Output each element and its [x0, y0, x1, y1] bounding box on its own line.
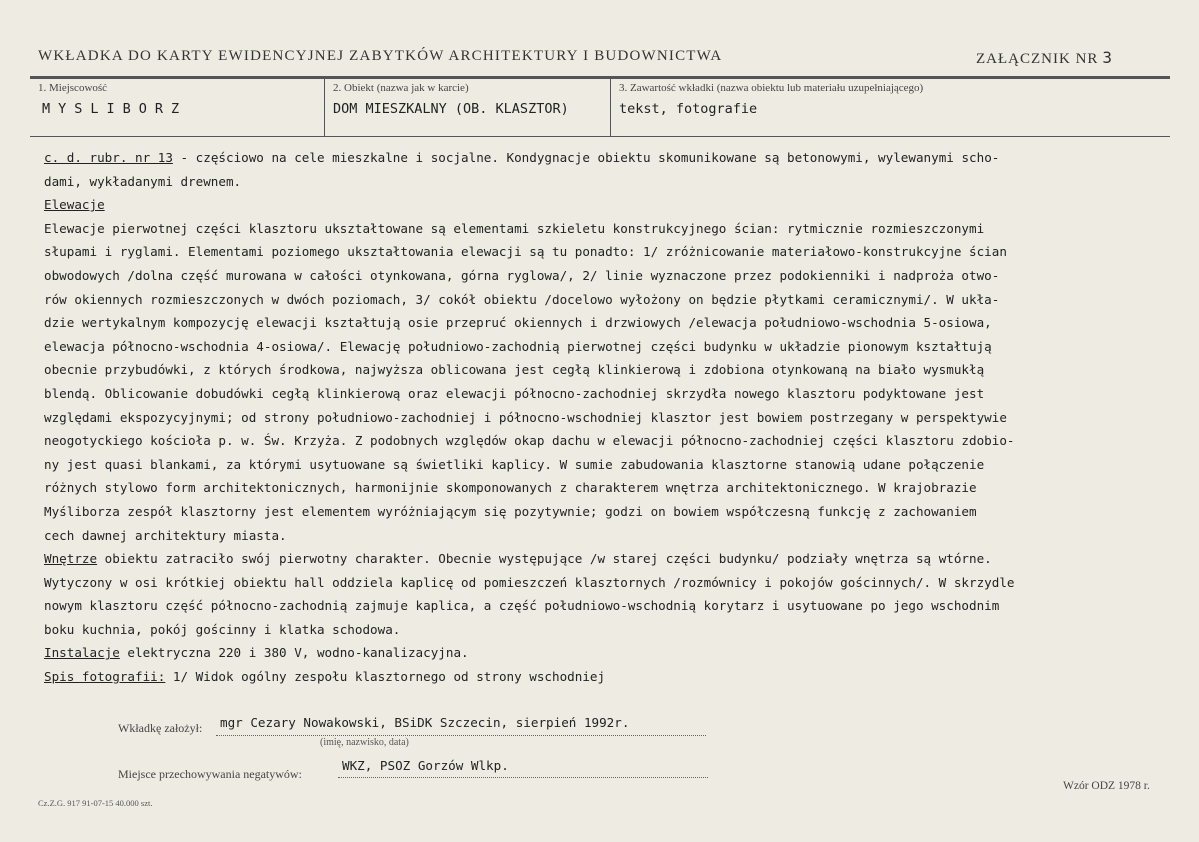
field-object-label: 2. Obiekt (nazwa jak w karcie)	[333, 82, 469, 94]
text-line	[44, 665, 1194, 689]
field-locality-label: 1. Miejscowość	[38, 82, 108, 94]
printing-note: Cz.Z.G. 917 91-07-15 40.000 szt.	[38, 798, 153, 808]
text-line: Myśliborza zespół klasztorny jest elementem wyróżniającym się pozytywnie; godzi on bowiem współczesną funkcję z zachowaniem	[44, 503, 977, 519]
text-line: elewacja północno-wschodnia 4-osiowa/. Elewację południowo-zachodnią pierwotnej części budynku w układzie pionowym kształtują	[44, 338, 992, 354]
field-contents-label: 3. Zawartość wkładki (nazwa obiektu lub materiału uzupełniającego)	[619, 82, 924, 94]
text-line: blendą. Oblicowanie dobudówki cegłą klinkierową oraz elewacji północno-zachodniej skrzydła nowego klasztoru podyktowane jest	[44, 385, 985, 401]
text-line: Wytyczony w osi krótkiej obiektu hall oddziela kaplicę od pomieszczeń klasztornych /rozmównicy i pokojów gościnnych/. W skrzydle	[44, 574, 1015, 590]
author-value: mgr Cezary Nowakowski, BSiDK Szczecin, sierpień 1992r.	[220, 715, 630, 730]
annex-label	[976, 48, 1113, 68]
text-line: obwodowych /dolna część murowana w całości otynkowana, górna ryglowa/, 2/ linie wyznaczone przez podokienniki i nadproża otwo-	[44, 267, 1000, 283]
text-line: Elewacje pierwotnej części klasztoru ukształtowane są elementami szkieletu konstrukcyjnego ścian: rytmicznie rozmieszczonymi	[44, 220, 985, 236]
negatives-dotted-line	[338, 776, 708, 778]
annex-label-text: ZAŁĄCZNIK NR	[976, 51, 1099, 67]
text-line: dzie wertykalnym kompozycję elewacji kształtują osie przepruć okiennych i drzwiowych /elewacja południowo-wschodnia 5-osiowa,	[44, 315, 992, 331]
section-heading-installations: Instalacje	[44, 645, 120, 661]
field-locality-value: MYSLIBORZ	[42, 101, 188, 117]
field-contents-value: tekst, fotografie	[619, 101, 758, 117]
section-heading-interior: Wnętrze	[44, 551, 98, 567]
annex-number: 3	[1102, 48, 1114, 67]
text-line: cech dawnej architektury miasta.	[44, 527, 287, 543]
text-line: boku kuchnia, pokój gościnny i klatka schodowa.	[44, 621, 401, 637]
text-line	[44, 641, 1194, 665]
text-line-content: obiektu zatraciło swój pierwotny charakter. Obecnie występujące /w starej części budynku/ podziały wnętrza są wtórne.	[97, 551, 992, 567]
text-line-content: 1/ Widok ogólny zespołu klasztornego od strony wschodniej	[165, 669, 606, 685]
form-template-note: Wzór ODZ 1978 r.	[1063, 780, 1150, 792]
negatives-value: WKZ, PSOZ Gorzów Wlkp.	[342, 758, 509, 773]
fields-row	[30, 79, 1170, 137]
text-line: ny jest quasi blankami, za którymi usytuowane są świetliki kaplicy. W sumie zabudowania klasztorne stanowią udane połączenie	[44, 456, 985, 472]
text-line: nowym klasztoru część północno-zachodnią zajmuje kaplica, a część południowo-wschodnią korytarz i usytuowane po jego wschodnim	[44, 598, 1000, 614]
text-line: obecnie przybudówki, z których środkowa, najwyższa oblicowana jest cegłą klinkierową i zdobiona otynkowaną na biało wysmukłą	[44, 362, 985, 378]
section-heading-photos: Spis fotografii:	[44, 669, 166, 685]
text-line-content: - częściowo na cele mieszkalne i socjalne. Kondygnacje obiektu skomunikowane są betonowymi, wylewanymi scho-	[172, 150, 1000, 165]
author-label: Wkładkę założył:	[118, 721, 203, 735]
section-heading-elevations: Elewacje	[44, 197, 105, 213]
text-line	[44, 547, 1194, 571]
field-object	[324, 79, 611, 136]
author-dotted-line	[216, 734, 706, 736]
text-line: neogotyckiego kościoła p. w. Św. Krzyża. Z podobnych względów okap dachu w elewacji północno-zachodniej części klasztoru zdobio-	[44, 433, 1015, 449]
form-title: WKŁADKA DO KARTY EWIDENCYJNEJ ZABYTKÓW ARCHITEKTURY I BUDOWNICTWA	[38, 48, 723, 64]
text-line	[44, 193, 1194, 217]
author-caption: (imię, nazwisko, data)	[320, 737, 409, 748]
text-line: słupami i ryglami. Elementami poziomego ukształtowania elewacji są tu ponadto: 1/ zróżnicowanie materiałowo-konstrukcyjne ścian	[44, 244, 1007, 260]
text-line: dami, wykładanymi drewnem.	[44, 173, 242, 189]
text-line: rów okiennych rozmieszczonych w dwóch poziomach, 3/ cokół obiektu /docelowo wyłożony on będzie płytkami ceramicznymi/. W ukła-	[44, 291, 1000, 307]
text-line: różnych stylowo form architektonicznych, harmonijnie skomponowanych z charakterem wnętrza architektonicznego. W krajobrazie	[44, 480, 977, 496]
negatives-label: Miejsce przechowywania negatywów:	[118, 767, 302, 781]
text-line: względami ekspozycyjnymi; od strony południowo-zachodniej i północno-wschodniej klasztor jest bowiem postrzegany w perspektywie	[44, 409, 1007, 425]
field-locality	[30, 79, 324, 136]
text-line	[44, 146, 1194, 170]
field-object-value: DOM MIESZKALNY (OB. KLASZTOR)	[333, 101, 569, 117]
body-text	[44, 146, 1194, 689]
text-line-content: elektryczna 220 i 380 V, wodno-kanalizacyjna.	[119, 645, 469, 661]
field-contents	[610, 79, 1171, 136]
section-reference: c. d. rubr. nr 13	[44, 150, 173, 165]
